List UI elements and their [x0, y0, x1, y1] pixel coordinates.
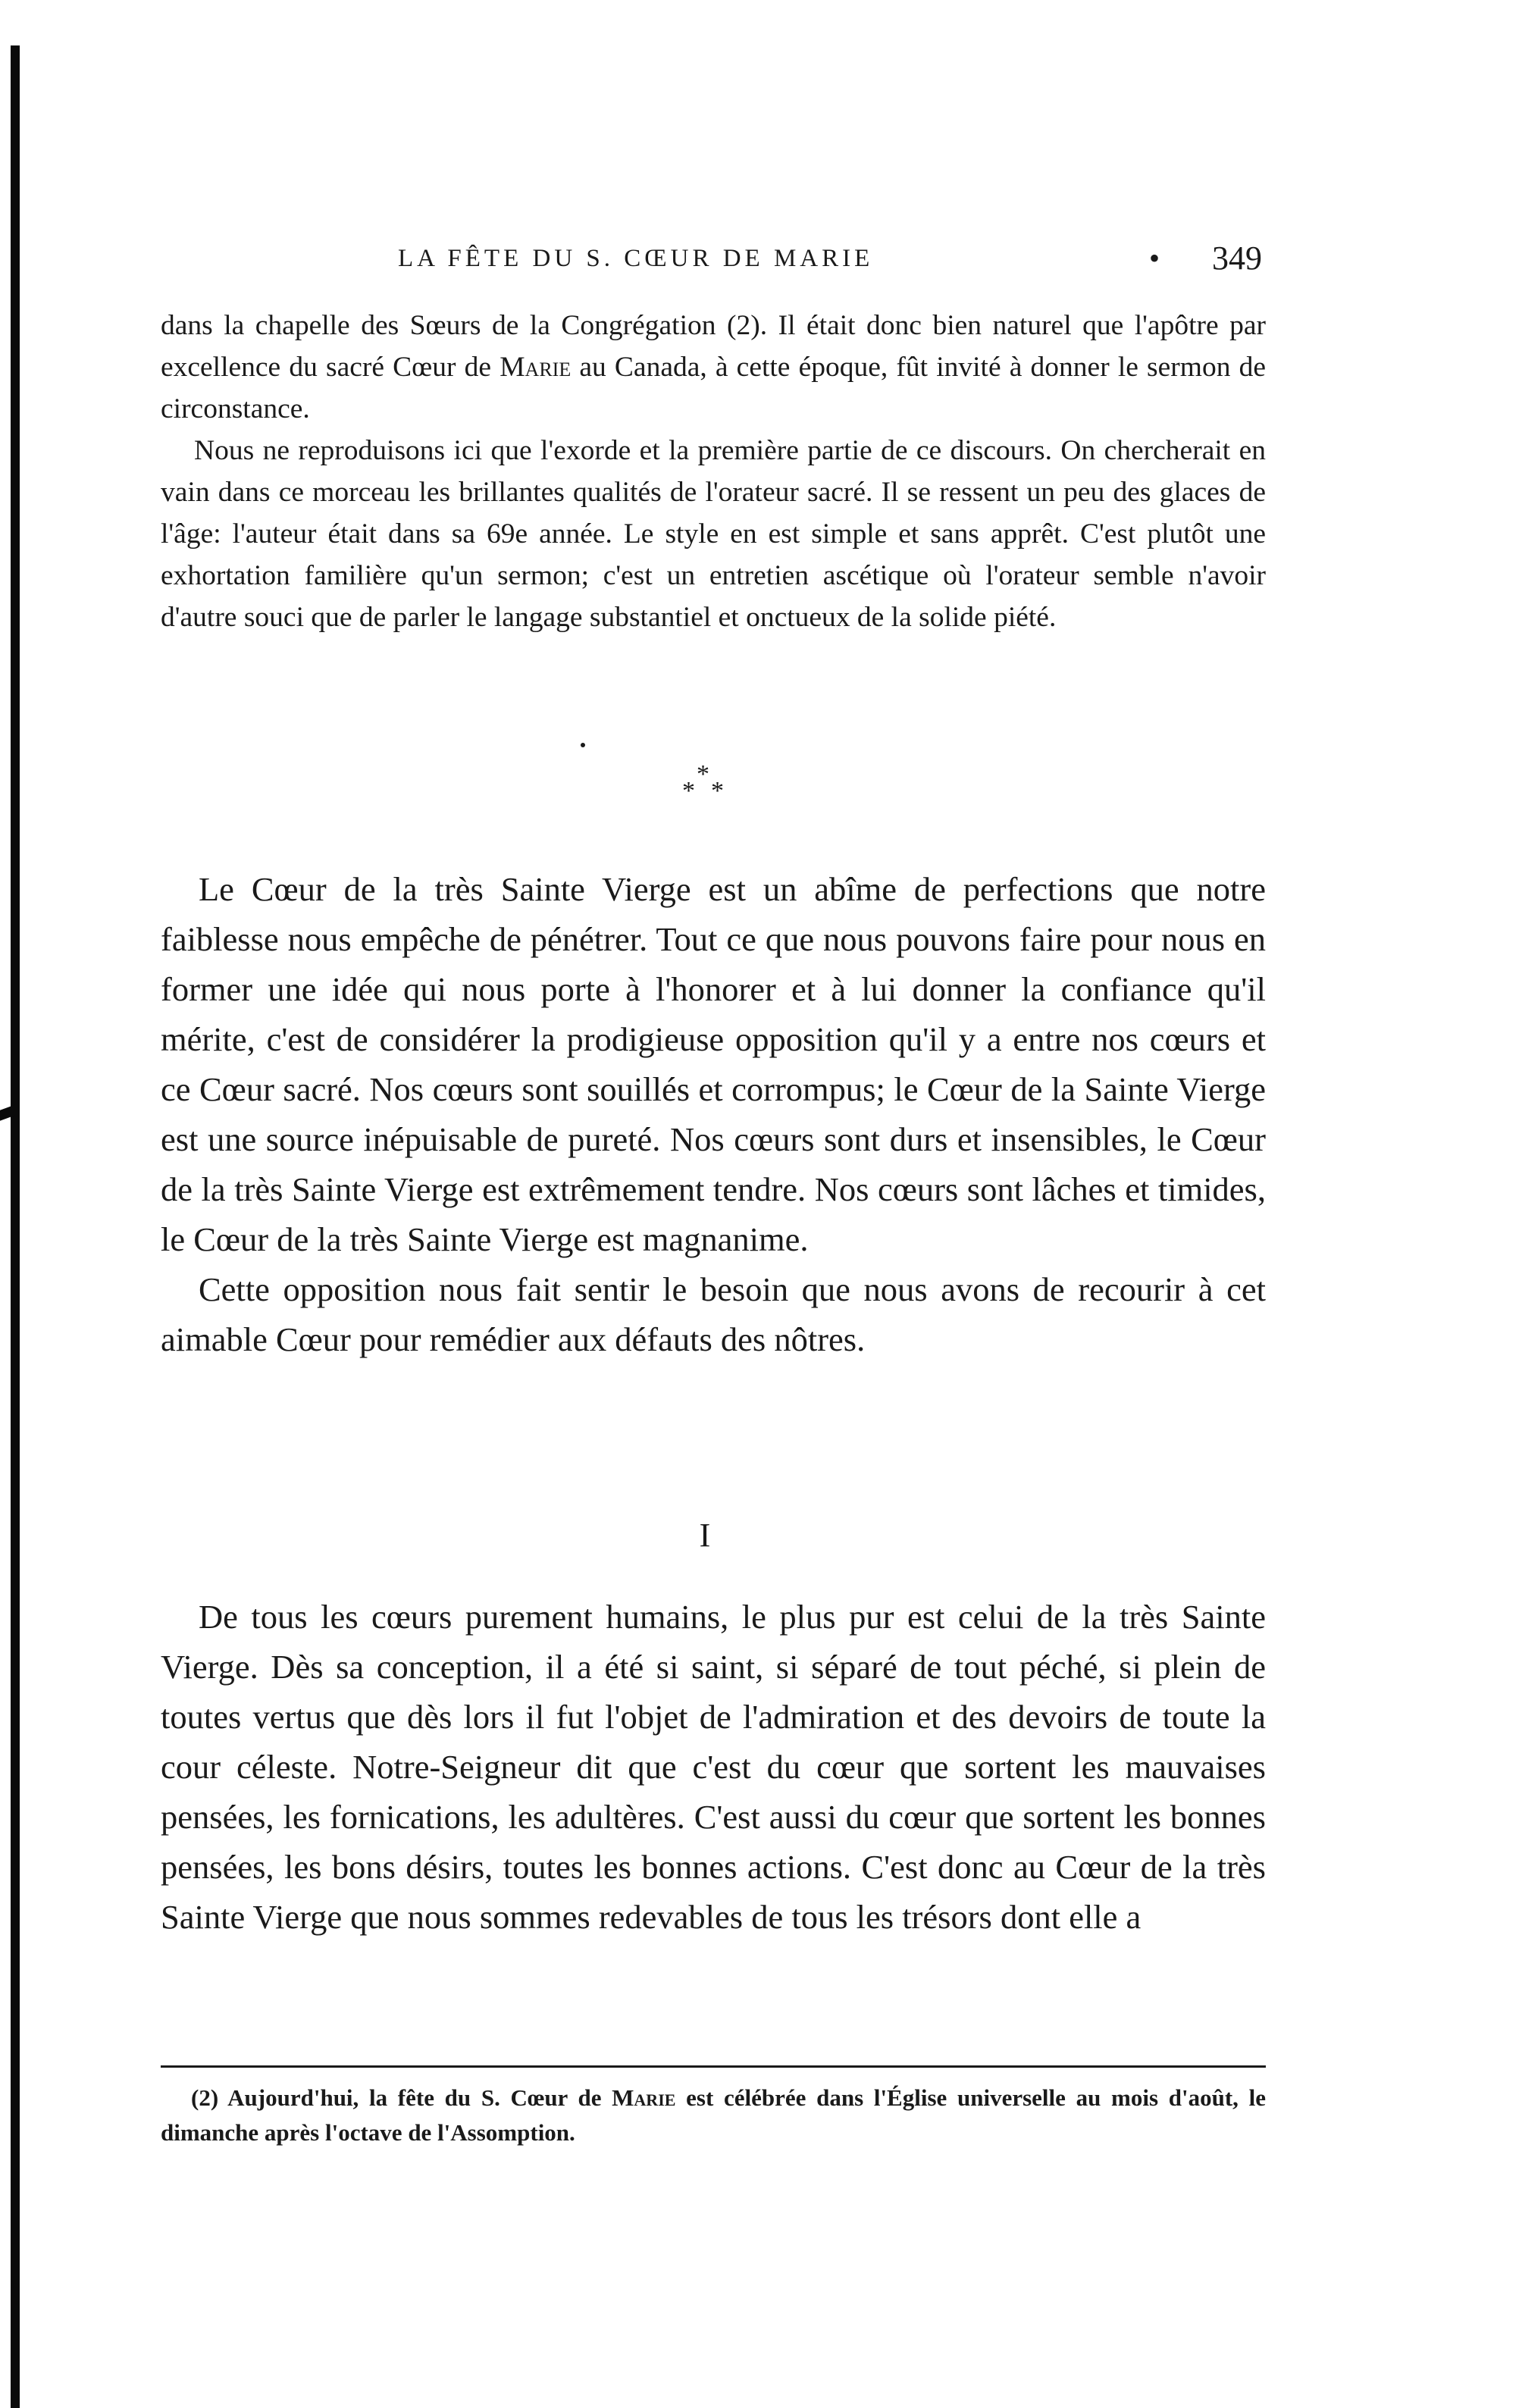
header-dot: •	[1149, 241, 1160, 275]
exordium-text	[161, 864, 1266, 1364]
binding-edge	[11, 45, 20, 2408]
intro-text	[161, 305, 1266, 638]
asterism-star: *	[711, 777, 724, 805]
intro-paragraph: Nous ne reproduisons ici que l'exorde et la première partie de ce discours. On chercherait en vain dans ce morceau les brillantes qualités de l'orateur sacré. Il se ressent un peu des glaces de l'âge: l'auteur était dans sa 69e année. Le style en est simple et sans apprêt. C'est plutôt une exhortation familière qu'un sermon; c'est un entretien ascétique où l'orateur semble n'avoir d'autre souci que de parler le langage substantiel et onctueux de la solide piété.	[161, 435, 1266, 633]
page-header	[398, 237, 1262, 283]
section-one-text	[161, 1592, 1266, 1942]
footnote-rule	[161, 2065, 1266, 2068]
section-heading: I	[699, 1517, 711, 1554]
name-marie: Marie	[500, 352, 572, 383]
name-marie: Marie	[612, 2084, 676, 2111]
footnote-marker: (2)	[191, 2084, 219, 2111]
body-paragraph: Cette opposition nous fait sentir le besoin que nous avons de recourir à cet aimable Cœur pour remédier aux défauts des nôtres.	[161, 1270, 1266, 1358]
intro-paragraph: dans la chapelle des Sœurs de la Congrégation (2). Il était donc bien naturel que l'apôtre par excellence du sacré Cœur de Marie au Canada, à cette époque, fût invité à donner le sermon de circonstance.	[161, 310, 1266, 424]
body-paragraph: De tous les cœurs purement humains, le plus pur est celui de la très Sainte Vierge. Dès sa conception, il a été si saint, si séparé de tout péché, si plein de toutes vertus que dès lors il fut l'objet de l'admiration et des devoirs de toute la cour céleste. Notre-Seigneur dit que c'est du cœur que sortent les mauvaises pensées, les fornications, les adultères. C'est aussi du cœur que sortent les bonnes pensées, les bons désirs, toutes les bonnes actions. C'est donc au Cœur de la très Sainte Vierge que nous sommes redevables de tous les trésors dont elle a	[161, 1598, 1266, 1936]
footnote: (2) Aujourd'hui, la fête du S. Cœur de Marie est célébrée dans l'Église universelle au mois d'août, le dimanche après l'octave de l'Assomption.	[161, 2084, 1266, 2146]
asterism-star: *	[697, 760, 709, 788]
asterism-star: *	[682, 777, 695, 805]
page-number: 349	[1212, 240, 1262, 277]
stray-mark	[581, 743, 585, 747]
asterism-divider	[667, 762, 743, 830]
body-paragraph: Le Cœur de la très Sainte Vierge est un abîme de perfections que notre faiblesse nous empêche de pénétrer. Tout ce que nous pouvons faire pour nous en former une idée qui nous porte à l'honorer et à lui donner la confiance qu'il mérite, c'est de considérer la prodigieuse opposition qu'il y a entre nos cœurs et ce Cœur sacré. Nos cœurs sont souillés et corrompus; le Cœur de la Sainte Vierge est une source inépuisable de pureté. Nos cœurs sont durs et insensibles, le Cœur de la très Sainte Vierge est extrêmement tendre. Nos cœurs sont lâches et timides, le Cœur de la très Sainte Vierge est magnanime.	[161, 870, 1266, 1258]
running-title: LA FÊTE DU S. CŒUR DE MARIE	[398, 245, 874, 272]
